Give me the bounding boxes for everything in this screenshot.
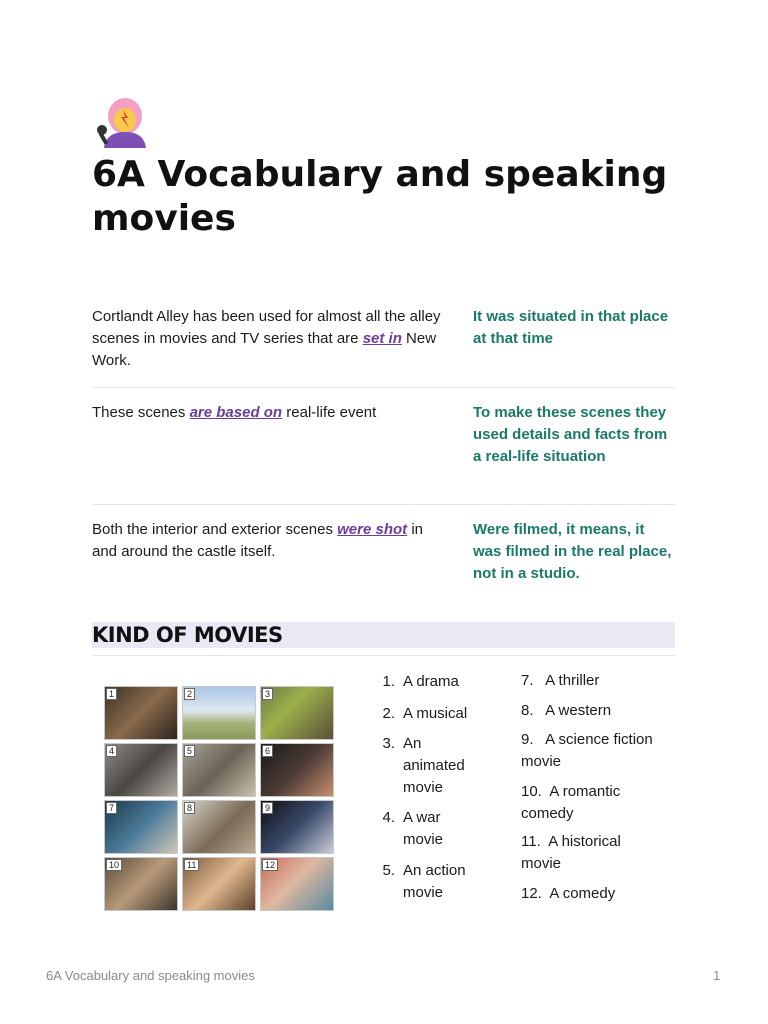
vocab-row — [92, 519, 675, 585]
sentence-text: Cortlandt Alley has been used for almost all the alley scenes in movies and TV series that are — [92, 308, 441, 347]
divider — [92, 655, 675, 656]
list-item: 7. A thriller — [521, 672, 600, 689]
item-number: 2. — [382, 705, 395, 722]
movie-still — [260, 686, 334, 740]
item-text: An animated movie — [403, 735, 465, 796]
still-number: 7 — [106, 802, 117, 814]
movie-still — [182, 857, 256, 911]
example-sentence — [92, 402, 447, 424]
sentence-text: New Work. — [92, 330, 437, 369]
page-number: 1 — [713, 968, 721, 983]
movie-still — [104, 857, 178, 911]
movie-still — [260, 743, 334, 797]
still-number: 12 — [262, 859, 278, 871]
movie-still — [104, 800, 178, 854]
example-sentence — [92, 519, 447, 563]
still-number: 11 — [184, 859, 199, 871]
sentence-text: These scenes — [92, 404, 190, 421]
movie-still — [260, 800, 334, 854]
highlighted-phrase: are based on — [189, 404, 283, 421]
list-item: 11. A historical movie — [521, 833, 625, 872]
definition: To make these scenes they used details and facts from a real-life situation — [473, 404, 668, 465]
item-text: An action movie — [403, 862, 466, 901]
item-number: 1. — [382, 673, 395, 690]
item-text: A drama — [403, 673, 459, 690]
movie-still — [104, 686, 178, 740]
still-number: 9 — [262, 802, 273, 814]
item-text: A war movie — [403, 809, 444, 848]
vocab-row — [92, 402, 675, 490]
sentence-text: real-life event — [282, 404, 377, 421]
still-number: 8 — [184, 802, 195, 814]
item-number: 5. — [382, 862, 395, 879]
movie-still — [104, 743, 178, 797]
movie-types-list — [375, 671, 495, 911]
still-number: 3 — [262, 688, 273, 700]
sentence-text: Both the interior and exterior scenes — [92, 521, 338, 538]
still-number: 2 — [184, 688, 195, 700]
highlighted-phrase: were shot — [337, 521, 408, 538]
still-number: 4 — [106, 745, 117, 757]
item-text: A musical — [403, 705, 468, 722]
still-number: 10 — [106, 859, 122, 871]
page-title: 6A Vocabulary and speaking movies — [92, 154, 668, 239]
definition: It was situated in that place at that time — [473, 308, 669, 347]
list-item: 9. A science fiction movie — [521, 731, 657, 770]
movie-stills-grid — [104, 686, 336, 912]
highlighted-phrase: set in — [362, 330, 402, 347]
list-item: 12. A comedy — [521, 885, 616, 902]
divider — [92, 387, 675, 388]
item-number: 3. — [382, 735, 395, 752]
item-number: 4. — [382, 809, 395, 826]
movie-still — [182, 743, 256, 797]
definition: Were filmed, it means, it was filmed in the real place, not in a studio. — [473, 521, 672, 582]
vocab-row — [92, 306, 675, 372]
example-sentence — [92, 306, 447, 372]
footer-title: 6A Vocabulary and speaking movies — [46, 968, 255, 983]
list-item: 8. A western — [521, 702, 612, 719]
section-title: KIND OF MOVIES — [92, 623, 283, 647]
section-heading — [92, 622, 675, 648]
movie-still — [182, 800, 256, 854]
still-number: 6 — [262, 745, 273, 757]
list-item: 10. A romantic comedy — [521, 783, 625, 822]
still-number: 5 — [184, 745, 195, 757]
movie-still — [260, 857, 334, 911]
movie-still — [182, 686, 256, 740]
still-number: 1 — [106, 688, 117, 700]
divider — [92, 504, 675, 505]
singer-icon — [92, 96, 150, 148]
sentence-text: in and around the castle itself. — [92, 521, 424, 560]
